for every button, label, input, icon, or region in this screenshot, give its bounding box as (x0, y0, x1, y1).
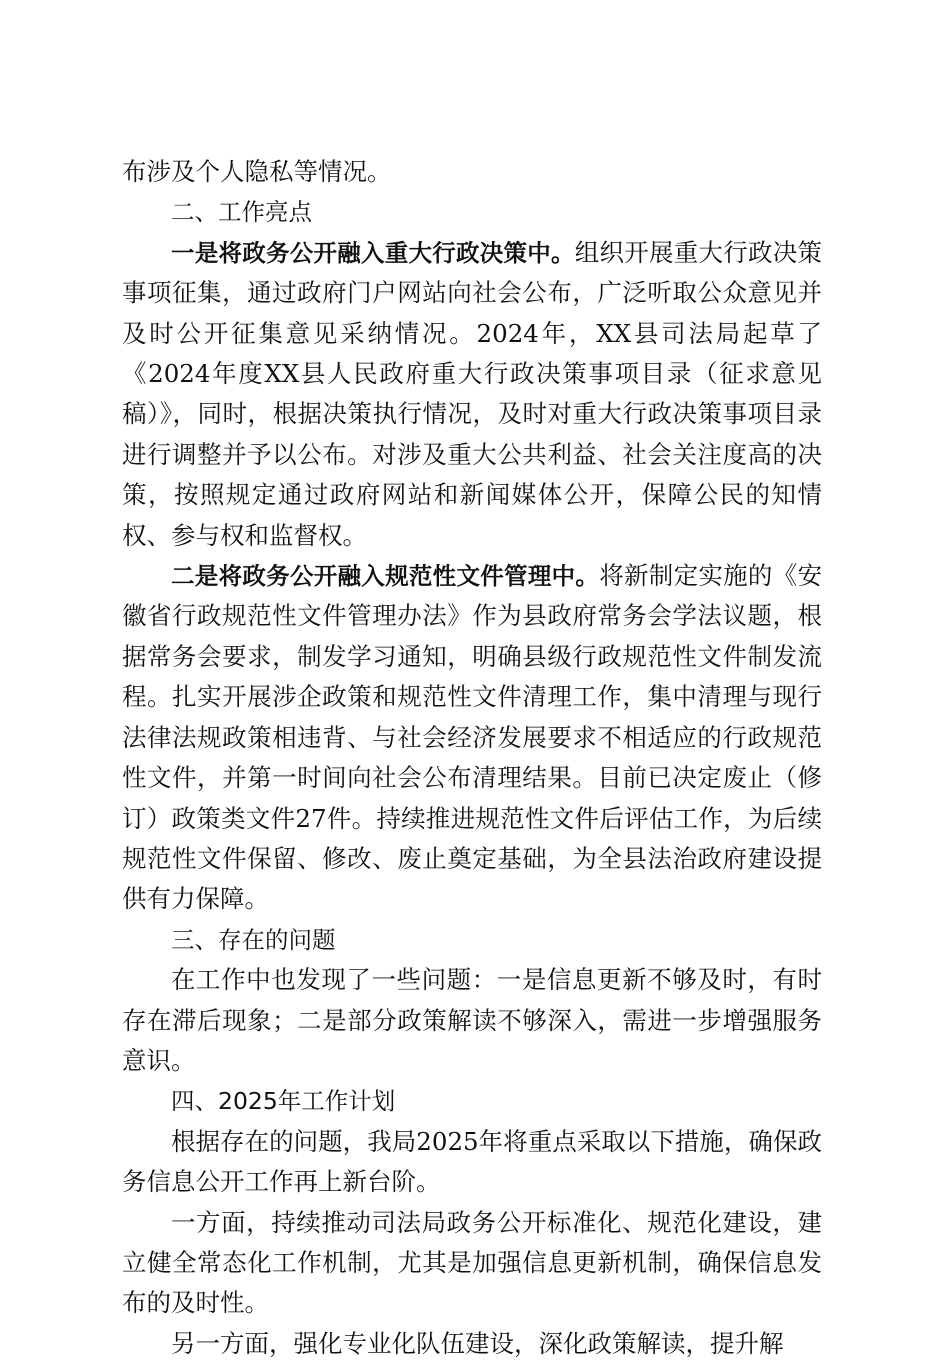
paragraph-plan-second: 另一方面，强化专业化队伍建设，深化政策解读，提升解 (171, 1328, 784, 1358)
document-page (122, 152, 822, 1364)
paragraph-lead-major-decisions: 一是将政务公开融入重大行政决策中。 (171, 238, 575, 267)
paragraph-plan-intro: 根据存在的问题，我局2025年将重点采取以下措施，确保政务信息公开工作再上新台阶。 (122, 1126, 822, 1197)
heading-work-highlights: 二、工作亮点 (171, 198, 312, 227)
paragraph-body-normative-documents: 将新制定实施的《安徽省行政规范性文件管理办法》作为县政府常务会学法议题，根据常务会要求，制发学习通知，明确县级行政规范性文件制发流程。扎实开展涉企政策和规范性文件清理工作，集中清理与现行法律法规政策相违背、与社会经济发展要求不相适应的行政规范性文件，并第一时间向社会公布清理结果。目前已决定废止（修订）政策类文件27件。持续推进规范性文件后评估工作，为后续规范性文件保留、修改、废止奠定基础，为全县法治政府建设提供有力保障。 (122, 561, 823, 914)
paragraph-lead-normative-documents: 二是将政务公开融入规范性文件管理中。 (171, 562, 600, 591)
paragraph-plan-first: 一方面，持续推动司法局政务公开标准化、规范化建设，建立健全常态化工作机制，尤其是加强信息更新机制，确保信息发布的及时性。 (122, 1207, 822, 1318)
heading-work-plan: 四、2025年工作计划 (171, 1087, 396, 1116)
paragraph-body-major-decisions: 组织开展重大行政决策事项征集，通过政府门户网站向社会公布，广泛听取公众意见并及时公开征集意见采纳情况。2024年，XX县司法局起草了《2024年度XX县人民政府重大行政决策事项目录（征求意见稿）》，同时，根据决策执行情况，及时对重大行政决策事项目录进行调整并予以公布。对涉及重大公共利益、社会关注度高的决策，按照规定通过政府网站和新闻媒体公开，保障公民的知情权、参与权和监督权。 (122, 237, 822, 550)
paragraph-major-decisions (122, 233, 822, 556)
paragraph-problems: 在工作中也发现了一些问题：一是信息更新不够及时，有时存在滞后现象；二是部分政策解读不够深入，需进一步增强服务意识。 (122, 965, 822, 1075)
heading-existing-problems: 三、存在的问题 (171, 925, 336, 954)
paragraph-normative-documents (122, 556, 822, 920)
paragraph-continuation: 布涉及个人隐私等情况。 (122, 157, 392, 186)
